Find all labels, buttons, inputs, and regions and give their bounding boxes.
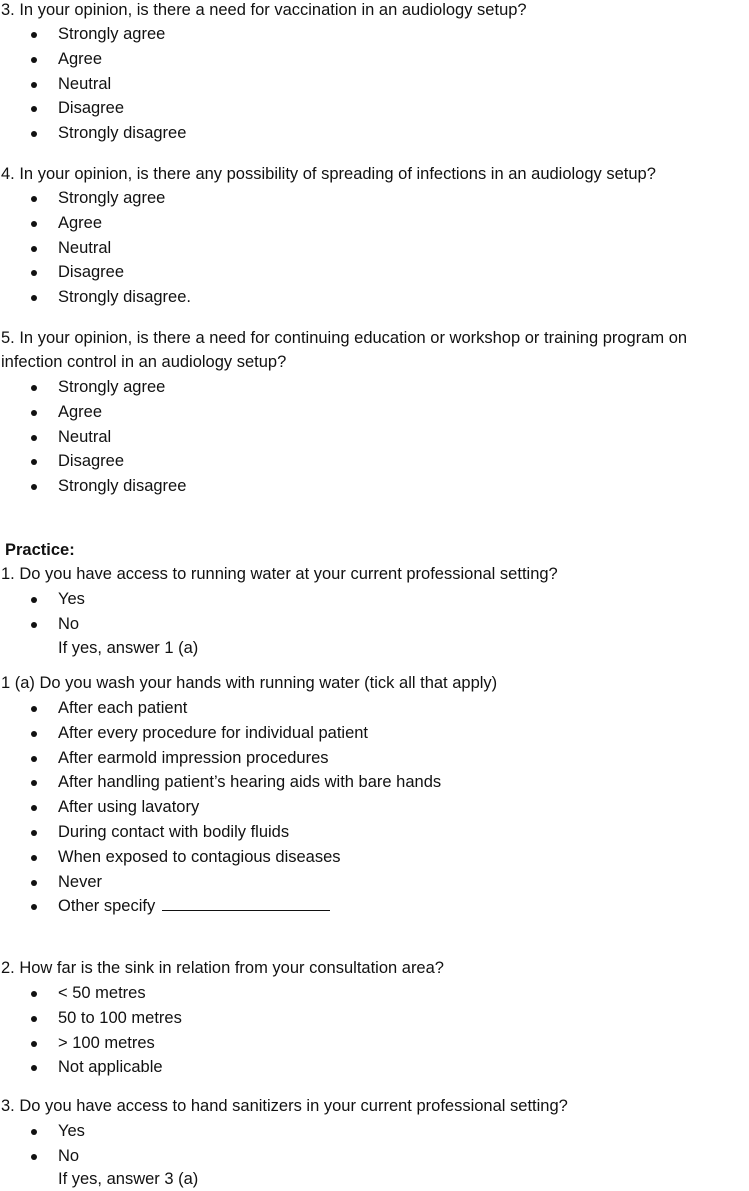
- option-strongly-disagree[interactable]: [0, 285, 191, 310]
- option-label: After using lavatory: [58, 798, 200, 817]
- option-label: After every procedure for individual patient: [58, 723, 369, 742]
- practice-question-3: 3. Do you have access to hand sanitizers in your current professional setting?: [1, 1097, 568, 1115]
- practice-question-1a-options: [0, 696, 441, 919]
- option-no[interactable]: [0, 612, 85, 637]
- practice-heading: Practice:: [5, 541, 75, 559]
- option-label: Other specify: [58, 897, 156, 916]
- option-label: After earmold impression procedures: [58, 748, 329, 767]
- option-yes[interactable]: [0, 587, 85, 612]
- option-more-100[interactable]: [0, 1031, 182, 1056]
- option-other-specify[interactable]: [0, 894, 441, 919]
- question-5: 5. In your opinion, is there a need for continuing education or workshop or training program on infection control in an audiology setup?: [1, 329, 688, 371]
- option-after-using-lavatory[interactable]: [0, 795, 441, 820]
- bullet-icon: [31, 756, 37, 762]
- bullet-icon: [31, 270, 37, 276]
- option-neutral[interactable]: [0, 72, 186, 97]
- bullet-icon: [31, 706, 37, 712]
- bullet-icon: [31, 597, 37, 603]
- bullet-icon: [31, 805, 37, 811]
- bullet-icon: [31, 221, 37, 227]
- option-when-exposed-contagious[interactable]: [0, 845, 441, 870]
- option-disagree[interactable]: [0, 260, 191, 285]
- option-label: Disagree: [58, 452, 125, 471]
- practice-question-1a: 1 (a) Do you wash your hands with running water (tick all that apply): [1, 674, 498, 692]
- other-specify-field[interactable]: [162, 896, 330, 911]
- option-during-contact-bodily-fluids[interactable]: [0, 820, 441, 845]
- option-disagree[interactable]: [0, 96, 186, 121]
- bullet-icon: [31, 1065, 37, 1071]
- option-label: Agree: [58, 213, 103, 232]
- option-label: Never: [58, 872, 103, 891]
- bullet-icon: [31, 880, 37, 886]
- bullet-icon: [31, 385, 37, 391]
- question-5-options: [0, 375, 186, 499]
- bullet-icon: [31, 1129, 37, 1135]
- option-label: Strongly disagree: [58, 477, 187, 496]
- option-label: Disagree: [58, 99, 125, 118]
- question-4-options: [0, 186, 191, 310]
- option-label: Agree: [58, 402, 103, 421]
- option-strongly-disagree[interactable]: [0, 474, 186, 499]
- option-label: No: [58, 1146, 80, 1165]
- option-label: Neutral: [58, 427, 112, 446]
- option-less-50[interactable]: [0, 981, 182, 1006]
- bullet-icon: [31, 57, 37, 63]
- option-neutral[interactable]: [0, 236, 191, 261]
- option-label: Strongly agree: [58, 25, 166, 43]
- practice-question-2-options: [0, 981, 182, 1080]
- bullet-icon: [31, 904, 37, 910]
- option-disagree[interactable]: [0, 449, 186, 474]
- bullet-icon: [31, 1154, 37, 1160]
- option-agree[interactable]: [0, 47, 186, 72]
- option-label: Agree: [58, 49, 103, 68]
- option-after-earmold-impression[interactable]: [0, 746, 441, 771]
- question-3-options: [0, 22, 186, 146]
- option-never[interactable]: [0, 870, 441, 895]
- option-label: Strongly disagree: [58, 124, 187, 143]
- option-label: No: [58, 614, 80, 633]
- question-4: 4. In your opinion, is there any possibility of spreading of infections in an audiology setup?: [1, 165, 656, 183]
- option-label: Yes: [58, 590, 85, 608]
- question-3: 3. In your opinion, is there a need for vaccination in an audiology setup?: [1, 1, 527, 19]
- practice-question-1-options: [0, 587, 85, 637]
- bullet-icon: [31, 196, 37, 202]
- option-not-applicable[interactable]: [0, 1055, 182, 1080]
- bullet-icon: [31, 855, 37, 861]
- option-label: Not applicable: [58, 1058, 163, 1077]
- option-yes[interactable]: [0, 1119, 85, 1144]
- option-agree[interactable]: [0, 211, 191, 236]
- option-strongly-agree[interactable]: [0, 22, 186, 47]
- option-label: Strongly agree: [58, 189, 166, 207]
- option-after-each-patient[interactable]: [0, 696, 441, 721]
- option-label: Strongly agree: [58, 378, 166, 396]
- bullet-icon: [31, 622, 37, 628]
- bullet-icon: [31, 1041, 37, 1047]
- practice-question-1-note: If yes, answer 1 (a): [58, 639, 199, 657]
- option-after-every-procedure[interactable]: [0, 721, 441, 746]
- bullet-icon: [31, 106, 37, 112]
- practice-question-1: 1. Do you have access to running water at your current professional setting?: [1, 565, 558, 583]
- bullet-icon: [31, 32, 37, 38]
- option-label: During contact with bodily fluids: [58, 822, 290, 841]
- bullet-icon: [31, 295, 37, 301]
- option-label: After each patient: [58, 699, 188, 717]
- bullet-icon: [31, 484, 37, 490]
- option-neutral[interactable]: [0, 425, 186, 450]
- bullet-icon: [31, 459, 37, 465]
- bullet-icon: [31, 246, 37, 252]
- option-label: When exposed to contagious diseases: [58, 847, 341, 866]
- option-label: Yes: [58, 1122, 85, 1140]
- bullet-icon: [31, 780, 37, 786]
- option-agree[interactable]: [0, 400, 186, 425]
- option-strongly-agree[interactable]: [0, 186, 191, 211]
- practice-question-2: 2. How far is the sink in relation from your consultation area?: [1, 959, 444, 977]
- option-label: 50 to 100 metres: [58, 1008, 182, 1027]
- option-strongly-agree[interactable]: [0, 375, 186, 400]
- bullet-icon: [31, 830, 37, 836]
- option-50-100[interactable]: [0, 1006, 182, 1031]
- option-label: < 50 metres: [58, 984, 146, 1002]
- bullet-icon: [31, 991, 37, 997]
- option-after-handling-hearing-aids[interactable]: [0, 770, 441, 795]
- bullet-icon: [31, 731, 37, 737]
- option-label: After handling patient’s hearing aids with bare hands: [58, 773, 442, 792]
- option-label: Strongly disagree.: [58, 288, 191, 307]
- option-label: Disagree: [58, 263, 125, 282]
- option-strongly-disagree[interactable]: [0, 121, 186, 146]
- bullet-icon: [31, 82, 37, 88]
- option-label: Neutral: [58, 238, 112, 257]
- bullet-icon: [31, 131, 37, 137]
- practice-question-3-options: [0, 1119, 85, 1169]
- practice-question-3-note: If yes, answer 3 (a): [58, 1170, 199, 1188]
- bullet-icon: [31, 1016, 37, 1022]
- bullet-icon: [31, 435, 37, 441]
- option-label: > 100 metres: [58, 1033, 155, 1052]
- option-no[interactable]: [0, 1144, 85, 1169]
- bullet-icon: [31, 410, 37, 416]
- option-label: Neutral: [58, 74, 112, 93]
